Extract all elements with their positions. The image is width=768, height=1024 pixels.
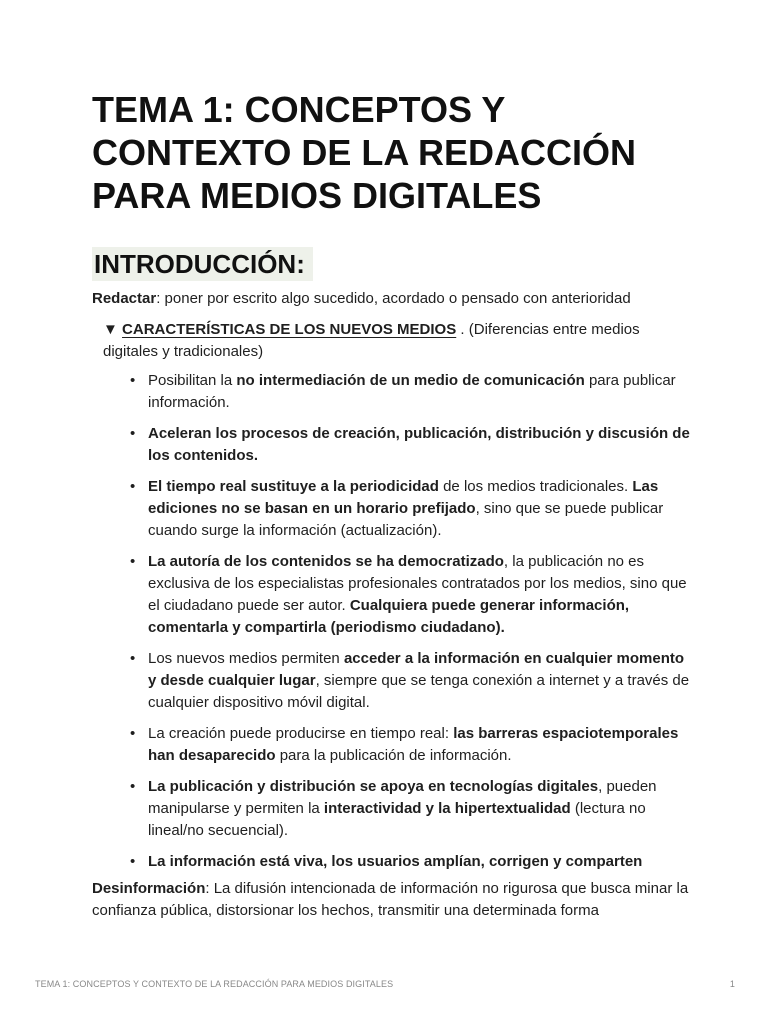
list-item <box>148 648 696 714</box>
redactar-definition <box>92 288 692 310</box>
characteristics-toggle[interactable] <box>103 319 683 363</box>
toggle-arrow-icon[interactable]: ▼ <box>103 321 118 338</box>
item-bold: Cualquiera puede generar información, comentarla y compartirla (periodismo ciudadano). <box>148 597 630 636</box>
item-text: para publicar información. <box>148 372 676 411</box>
item-text: Los nuevos medios permiten <box>148 650 344 667</box>
item-bold: La publicación y distribución se apoya en tecnologías digitales <box>148 778 599 795</box>
item-bold: El tiempo real sustituye a la periodicidad <box>148 478 439 495</box>
page-title: TEMA 1: CONCEPTOS Y CONTEXTO DE LA REDACCIÓN PARA MEDIOS DIGITALES <box>92 89 637 216</box>
item-bold: acceder a la información en cualquier momento y desde cualquier lugar <box>148 650 685 689</box>
toggle-heading: CARACTERÍSTICAS DE LOS NUEVOS MEDIOS <box>122 321 457 338</box>
list-item <box>148 476 696 542</box>
page-footer <box>35 979 735 989</box>
redactar-term: Redactar <box>92 290 157 307</box>
item-text: , la publicación no es exclusiva de los especialistas profesionales contratados por los medios, sino que el ciudadano puede ser autor. <box>148 553 687 614</box>
item-bold: interactividad y la hipertextualidad <box>323 800 571 817</box>
item-text: , siempre que se tenga conexión a internet y a través de cualquier dispositivo móvil digital. <box>148 672 690 711</box>
desinformacion-term: Desinformación <box>92 880 206 897</box>
list-item <box>148 776 696 842</box>
section-heading-wrap <box>92 247 313 281</box>
item-bold: La información está viva, los usuarios amplían, corrigen y comparten <box>148 853 643 870</box>
characteristics-list <box>130 370 696 882</box>
item-bold: Las ediciones no se basan en un horario prefijado <box>148 478 659 517</box>
page-number: 1 <box>729 979 735 989</box>
item-bold: no intermediación de un medio de comunicación <box>236 372 585 389</box>
item-text: de los medios tradicionales. <box>438 478 633 495</box>
desinformacion-text: : La difusión intencionada de información no rigurosa que busca minar la confianza pública, distorsionar los hechos, transmitir una determinada forma <box>92 880 689 919</box>
toggle-rest: . (Diferencias entre medios digitales y tradicionales) <box>103 321 640 360</box>
item-bold: Aceleran los procesos de creación, publicación, distribución y discusión de los contenidos. <box>148 425 690 464</box>
item-text: para la publicación de información. <box>275 747 512 764</box>
item-text: (lectura no lineal/no secuencial). <box>148 800 646 839</box>
item-bold: las barreras espaciotemporales han desaparecido <box>148 725 679 764</box>
list-item <box>148 370 696 414</box>
footer-title: TEMA 1: CONCEPTOS Y CONTEXTO DE LA REDACCIÓN PARA MEDIOS DIGITALES <box>35 979 394 989</box>
item-text: Posibilitan la <box>148 372 237 389</box>
item-bold: La autoría de los contenidos se ha democratizado <box>148 553 504 570</box>
list-item <box>148 851 696 873</box>
list-item <box>148 423 696 467</box>
section-heading: INTRODUCCIÓN: <box>92 247 313 281</box>
desinformacion-definition <box>92 878 692 922</box>
redactar-text: : poner por escrito algo sucedido, acordado o pensado con anterioridad <box>156 290 631 307</box>
list-item <box>148 551 696 639</box>
item-text: La creación puede producirse en tiempo real: <box>148 725 454 742</box>
list-item <box>148 723 696 767</box>
item-text: , pueden manipularse y permiten la <box>148 778 657 817</box>
item-text: , sino que se puede publicar cuando surge la información (actualización). <box>148 500 664 539</box>
